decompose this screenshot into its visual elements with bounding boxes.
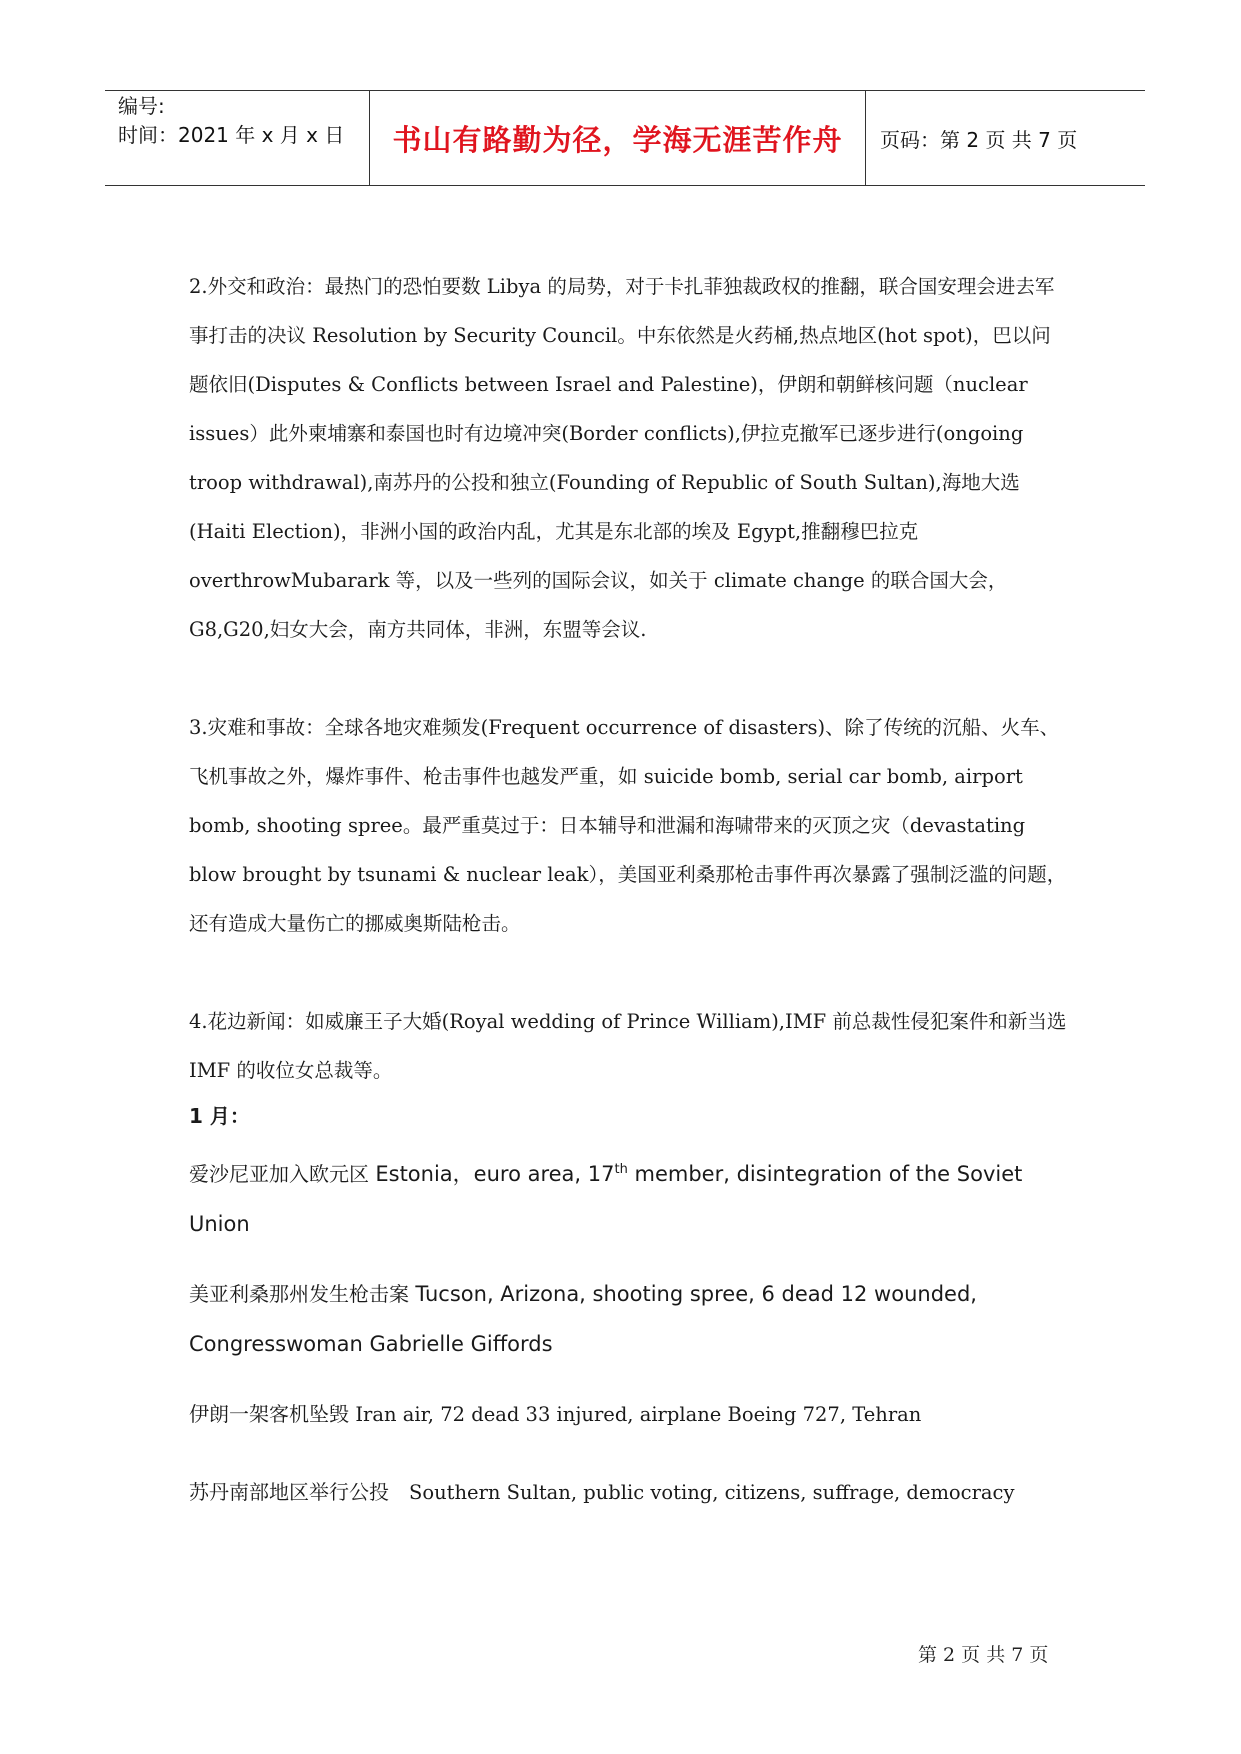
document-body: [189, 262, 1069, 1518]
paragraph-politics: 2.外交和政治：最热门的恐怕要数 Libya 的局势，对于卡扎菲独裁政权的推翻，联合国安理会进去军事打击的决议 Resolution by Security Council。中东依然是火药桶,热点地区(hot spot)，巴以问题依旧(Disputes & Conflicts between Israel and Palestine)，伊朗和朝鲜核问题（nuclear issues）此外柬埔寨和泰国也时有边境冲突(Border conflicts),伊拉克撤军已逐步进行(ongoing troop withdrawal),南苏丹的公投和独立(Founding of Republic of South Sultan),海地大选(Haiti Election)，非洲小国的政治内乱，尤其是东北部的埃及 Egypt,推翻穆巴拉克 overthrowMubarark 等，以及一些列的国际会议，如关于 climate change 的联合国大会，G8,G20,妇女大会，南方共同体，非洲，东盟等会议.: [189, 275, 1055, 641]
month-heading: 1 月：: [189, 1104, 250, 1128]
header-motto: [370, 91, 866, 185]
item-cn: 爱沙尼亚加入欧元区: [189, 1162, 376, 1186]
number-label: 编号:: [118, 94, 165, 118]
item-en: Iran air, 72 dead 33 injured, airplane Boeing 727, Tehran: [355, 1403, 922, 1426]
news-item-estonia: [189, 1145, 1069, 1250]
paragraph-gossip: 4.花边新闻：如威廉王子大婚(Royal wedding of Prince William),IMF 前总裁性侵犯案件和新当选 IMF 的收位女总裁等。: [189, 1010, 1067, 1082]
news-item-iran-air: [189, 1390, 1069, 1440]
time-label: 时间：2021 年 x 月 x 日: [118, 123, 345, 147]
item-cn: 美亚利桑那州发生枪击案: [189, 1282, 416, 1306]
news-item-sudan: [189, 1468, 1069, 1518]
news-item-tucson: [189, 1270, 1069, 1370]
item-cn: 伊朗一架客机坠毁: [189, 1402, 356, 1426]
paragraph-disasters: 3.灾难和事故：全球各地灾难频发(Frequent occurrence of disasters)、除了传统的沉船、火车、飞机事故之外，爆炸事件、枪击事件也越发严重，如 suicide bomb, serial car bomb, airport bomb, shooting spree。最严重莫过于：日本辅导和泄漏和海啸带来的灭顶之灾（devastating blow brought by tsunami & nuclear leak），美国亚利桑那枪击事件再次暴露了强制泛滥的问题，还有造成大量伤亡的挪威奥斯陆枪击。: [189, 716, 1067, 935]
motto-text: 书山有路勤为径，学海无涯苦作舟: [392, 122, 843, 157]
header-meta: [105, 91, 370, 185]
page-info: 页码：第 2 页 共 7 页: [880, 127, 1078, 152]
page-header: [105, 90, 1145, 186]
item-cn: 苏丹南部地区举行公投: [189, 1480, 409, 1504]
item-en: Estonia，euro area, 17th member, disintegration of the Soviet Union: [189, 1162, 1023, 1236]
page-footer: 第 2 页 共 7 页: [918, 1644, 1049, 1666]
item-en: Tucson, Arizona, shooting spree, 6 dead 12 wounded, Congresswoman Gabrielle Giffords: [189, 1282, 977, 1356]
item-en: Southern Sultan, public voting, citizens, suffrage, democracy: [409, 1481, 1015, 1504]
